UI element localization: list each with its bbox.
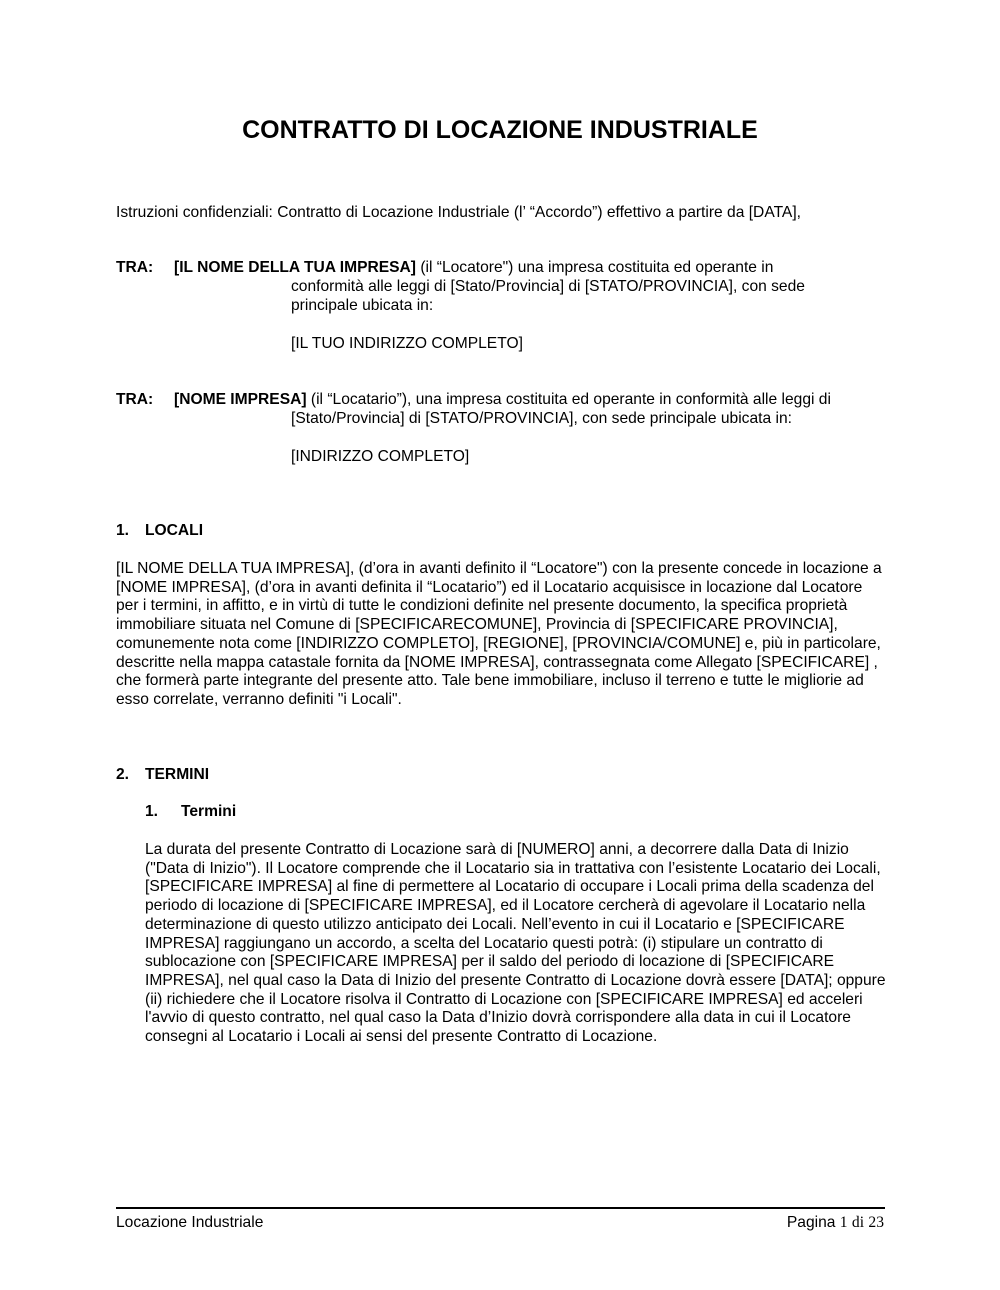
section-number: 2.	[116, 766, 130, 783]
subsection-number: 1.	[145, 803, 159, 820]
section-heading-locali	[116, 522, 203, 540]
footer-page-indicator	[787, 1214, 884, 1232]
subsection-text-termini: La durata del presente Contratto di Locazione sarà di [NUMERO] anni, a decorrere dalla Data di Inizio ("Data di Inizio"). Il Locatore comprende che il Locatario sia in trattativa con l’esistente Locatario dei Locali, [SPECIFICARE IMPRESA] al fine di permettere al Locatario di occupare i Locali prima della scadenza del periodo di locazione di [SPECIFICARE IMPRESA], ed il Locatore cercherà di agevolare il Locatario nella determinazione di questo utilizzo anticipato dei Locali. Nell’evento in cui il Locatario e [SPECIFICARE IMPRESA] raggiungano un accordo, a scelta del Locatario questi potrà: (i) stipulare un contratto di sublocazione con [SPECIFICARE IMPRESA] per il saldo del periodo di locazione di [SPECIFICARE IMPRESA], nel qual caso la Data di Inizio del presente Contratto di Locazione dovrà essere [DATA]; oppure (ii) richiedere che il Locatore risolva il Contratto di Locazione con [SPECIFICARE IMPRESA] ed acceleri l'avvio di questo contratto, nel qual caso la Data d’Inizio dovrà corrispondere alla data in cui il Locatore consegni al Locatario i Locali ai sensi del presente Contratto di Locazione.	[145, 841, 886, 1046]
party-name: [IL NOME DELLA TUA IMPRESA]	[174, 259, 416, 276]
party-name: [NOME IMPRESA]	[174, 391, 307, 408]
party-continuation: [Stato/Provincia] di [STATO/PROVINCIA], con sede principale ubicata in:	[291, 410, 792, 427]
party-label: TRA:	[116, 259, 154, 276]
party-first-line	[174, 258, 773, 277]
party-continuation: conformità alle leggi di [Stato/Provincia] di [STATO/PROVINCIA], con sede principale ubicata in:	[291, 278, 805, 314]
subsection-title: Termini	[181, 803, 237, 820]
party-address: [INDIRIZZO COMPLETO]	[291, 448, 470, 465]
footer-divider	[116, 1207, 885, 1209]
document-title: CONTRATTO DI LOCAZIONE INDUSTRIALE	[242, 116, 758, 144]
party-first-line	[174, 390, 831, 409]
page-of-label: di	[851, 1214, 865, 1231]
party-address: [IL TUO INDIRIZZO COMPLETO]	[291, 335, 523, 352]
page-label: Pagina	[786, 1214, 836, 1231]
page-number: 1	[839, 1214, 848, 1231]
party-first-line-rest: (il “Locatario”), una impresa costituita ed operante in conformità alle leggi di	[306, 391, 831, 408]
total-pages: 23	[868, 1214, 884, 1231]
party-first-line-rest: (il “Locatore") una impresa costituita ed operante in	[415, 259, 774, 276]
section-number: 1.	[116, 522, 130, 539]
section-title: TERMINI	[145, 766, 210, 783]
section-title: LOCALI	[145, 522, 204, 539]
section-text-locali: [IL NOME DELLA TUA IMPRESA], (d’ora in avanti definito il “Locatore") con la presente concede in locazione a [NOME IMPRESA], (d’ora in avanti definita il “Locatario”) ed il Locatario acquisisce in locazione dal Locatore per i termini, in affitto, e in virtù di tutte le condizioni definite nel presente documento, la specifica proprietà immobiliare situata nel Comune di [SPECIFICARECOMUNE], Provincia di [SPECIFICARE PROVINCIA], comunemente nota come [INDIRIZZO COMPLETO], [REGIONE], [PROVINCIA/COMUNE] e, più in particolare, descritte nella mappa catastale fornita da [NOME IMPRESA], contrassegnata come Allegato [SPECIFICARE] , che formerà parte integrante del presente atto. Tale bene immobiliare, incluso il terreno e tutte le migliorie ad esso correlate, verranno definiti "i Locali".	[116, 560, 882, 708]
party-label: TRA:	[116, 391, 154, 408]
subsection-heading-termini	[145, 803, 236, 821]
intro-text: Istruzioni confidenziali: Contratto di Locazione Industriale (l’ “Accordo”) effettivo a partire da [DATA],	[116, 204, 801, 221]
section-heading-termini	[116, 766, 209, 784]
footer-document-name: Locazione Industriale	[116, 1214, 264, 1231]
